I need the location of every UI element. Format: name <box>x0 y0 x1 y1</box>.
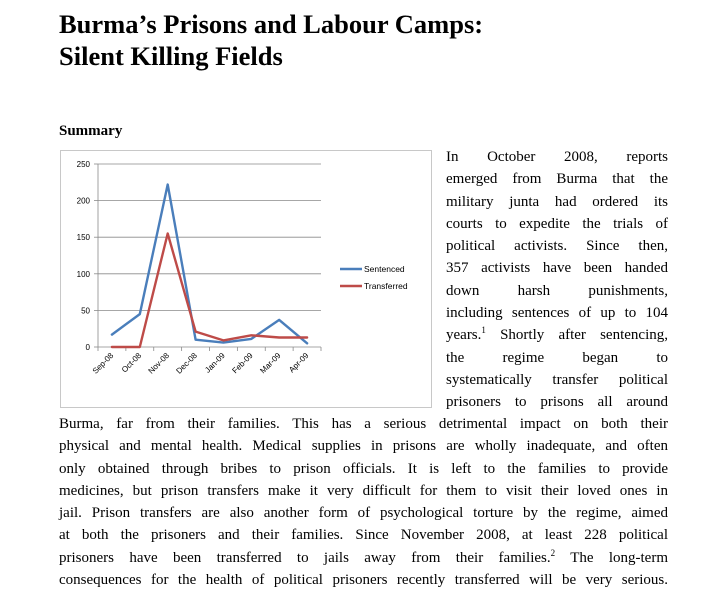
x-tick-label: Oct-08 <box>119 351 144 375</box>
legend-label-sentenced: Sentenced <box>364 264 405 274</box>
footnote-1: 1 <box>481 325 486 336</box>
body-line: at both the prisoners and their families. Since November 2008, at least 228 political <box>59 527 668 544</box>
side-line: 357 activists have been handed <box>446 260 668 277</box>
x-tick-label: Mar-09 <box>258 351 283 376</box>
side-line-start: years. <box>446 327 482 344</box>
side-line: down harsh punishments, <box>446 282 668 299</box>
legend-label-transferred: Transferred <box>364 281 408 291</box>
summary-heading: Summary <box>59 123 123 139</box>
x-tick-label: Dec-08 <box>174 351 199 376</box>
footnote-2: 2 <box>550 547 556 558</box>
side-line: emerged from Burma that the <box>446 171 668 188</box>
side-line: In October 2008, reports <box>446 149 668 165</box>
side-line: prisoners to prisons all around <box>446 394 668 411</box>
y-tick-label: 250 <box>76 160 90 169</box>
x-tick-label: Apr-09 <box>287 351 311 375</box>
summary-full-paragraph <box>59 413 668 591</box>
series-line-sentenced <box>112 185 307 344</box>
x-tick-label: Nov-08 <box>146 351 172 376</box>
body-line: physical and mental health. Medical supplies in prisons are wholly inadequate, and often <box>59 438 668 455</box>
y-tick-label: 200 <box>76 196 90 206</box>
body-line: medicines, but prison transfers make it very difficult for them to visit their loved ones in <box>59 482 668 499</box>
x-tick-label: Jan-09 <box>203 351 227 375</box>
y-tick-label: 150 <box>76 233 90 243</box>
x-tick-label: Feb-09 <box>230 351 255 376</box>
side-line: systematically transfer political <box>446 371 668 388</box>
title-line-2: Silent Killing Fields <box>59 41 283 71</box>
title-line-1: Burma’s Prisons and Labour Camps: <box>59 9 484 39</box>
body-line-rest: The long-term <box>555 549 668 566</box>
side-line: political activists. Since then, <box>446 238 668 255</box>
side-line <box>446 324 668 346</box>
body-line-start: prisoners have been transferred to jails away from their families. <box>59 549 551 566</box>
document-title <box>59 8 483 72</box>
line-chart <box>60 150 432 408</box>
y-tick-label: 50 <box>81 306 90 316</box>
side-line: including sentences of up to 104 <box>446 305 668 322</box>
side-line: courts to expedite the trials of <box>446 215 668 232</box>
y-tick-label: 0 <box>85 343 90 352</box>
side-line: military junta had ordered its <box>446 193 668 210</box>
chart-canvas <box>61 151 433 409</box>
body-line: Burma, far from their families. This has a serious detrimental impact on both their <box>59 416 668 432</box>
side-line-rest: Shortly after sentencing, <box>485 327 668 344</box>
body-line: jail. Prison transfers are also another form of psychological torture by the regime, aimed <box>59 505 668 522</box>
summary-side-paragraph <box>446 146 668 414</box>
side-line: the regime began to <box>446 349 668 366</box>
y-tick-label: 100 <box>76 269 90 279</box>
body-line: only obtained through bribes to prison officials. It is left to the families to provide <box>59 460 668 477</box>
body-line: consequences for the health of political prisoners recently transferred will be very serious. <box>59 572 668 589</box>
x-tick-label: Sep-08 <box>90 351 116 376</box>
body-line <box>59 547 668 569</box>
series-line-transferred <box>112 234 307 348</box>
